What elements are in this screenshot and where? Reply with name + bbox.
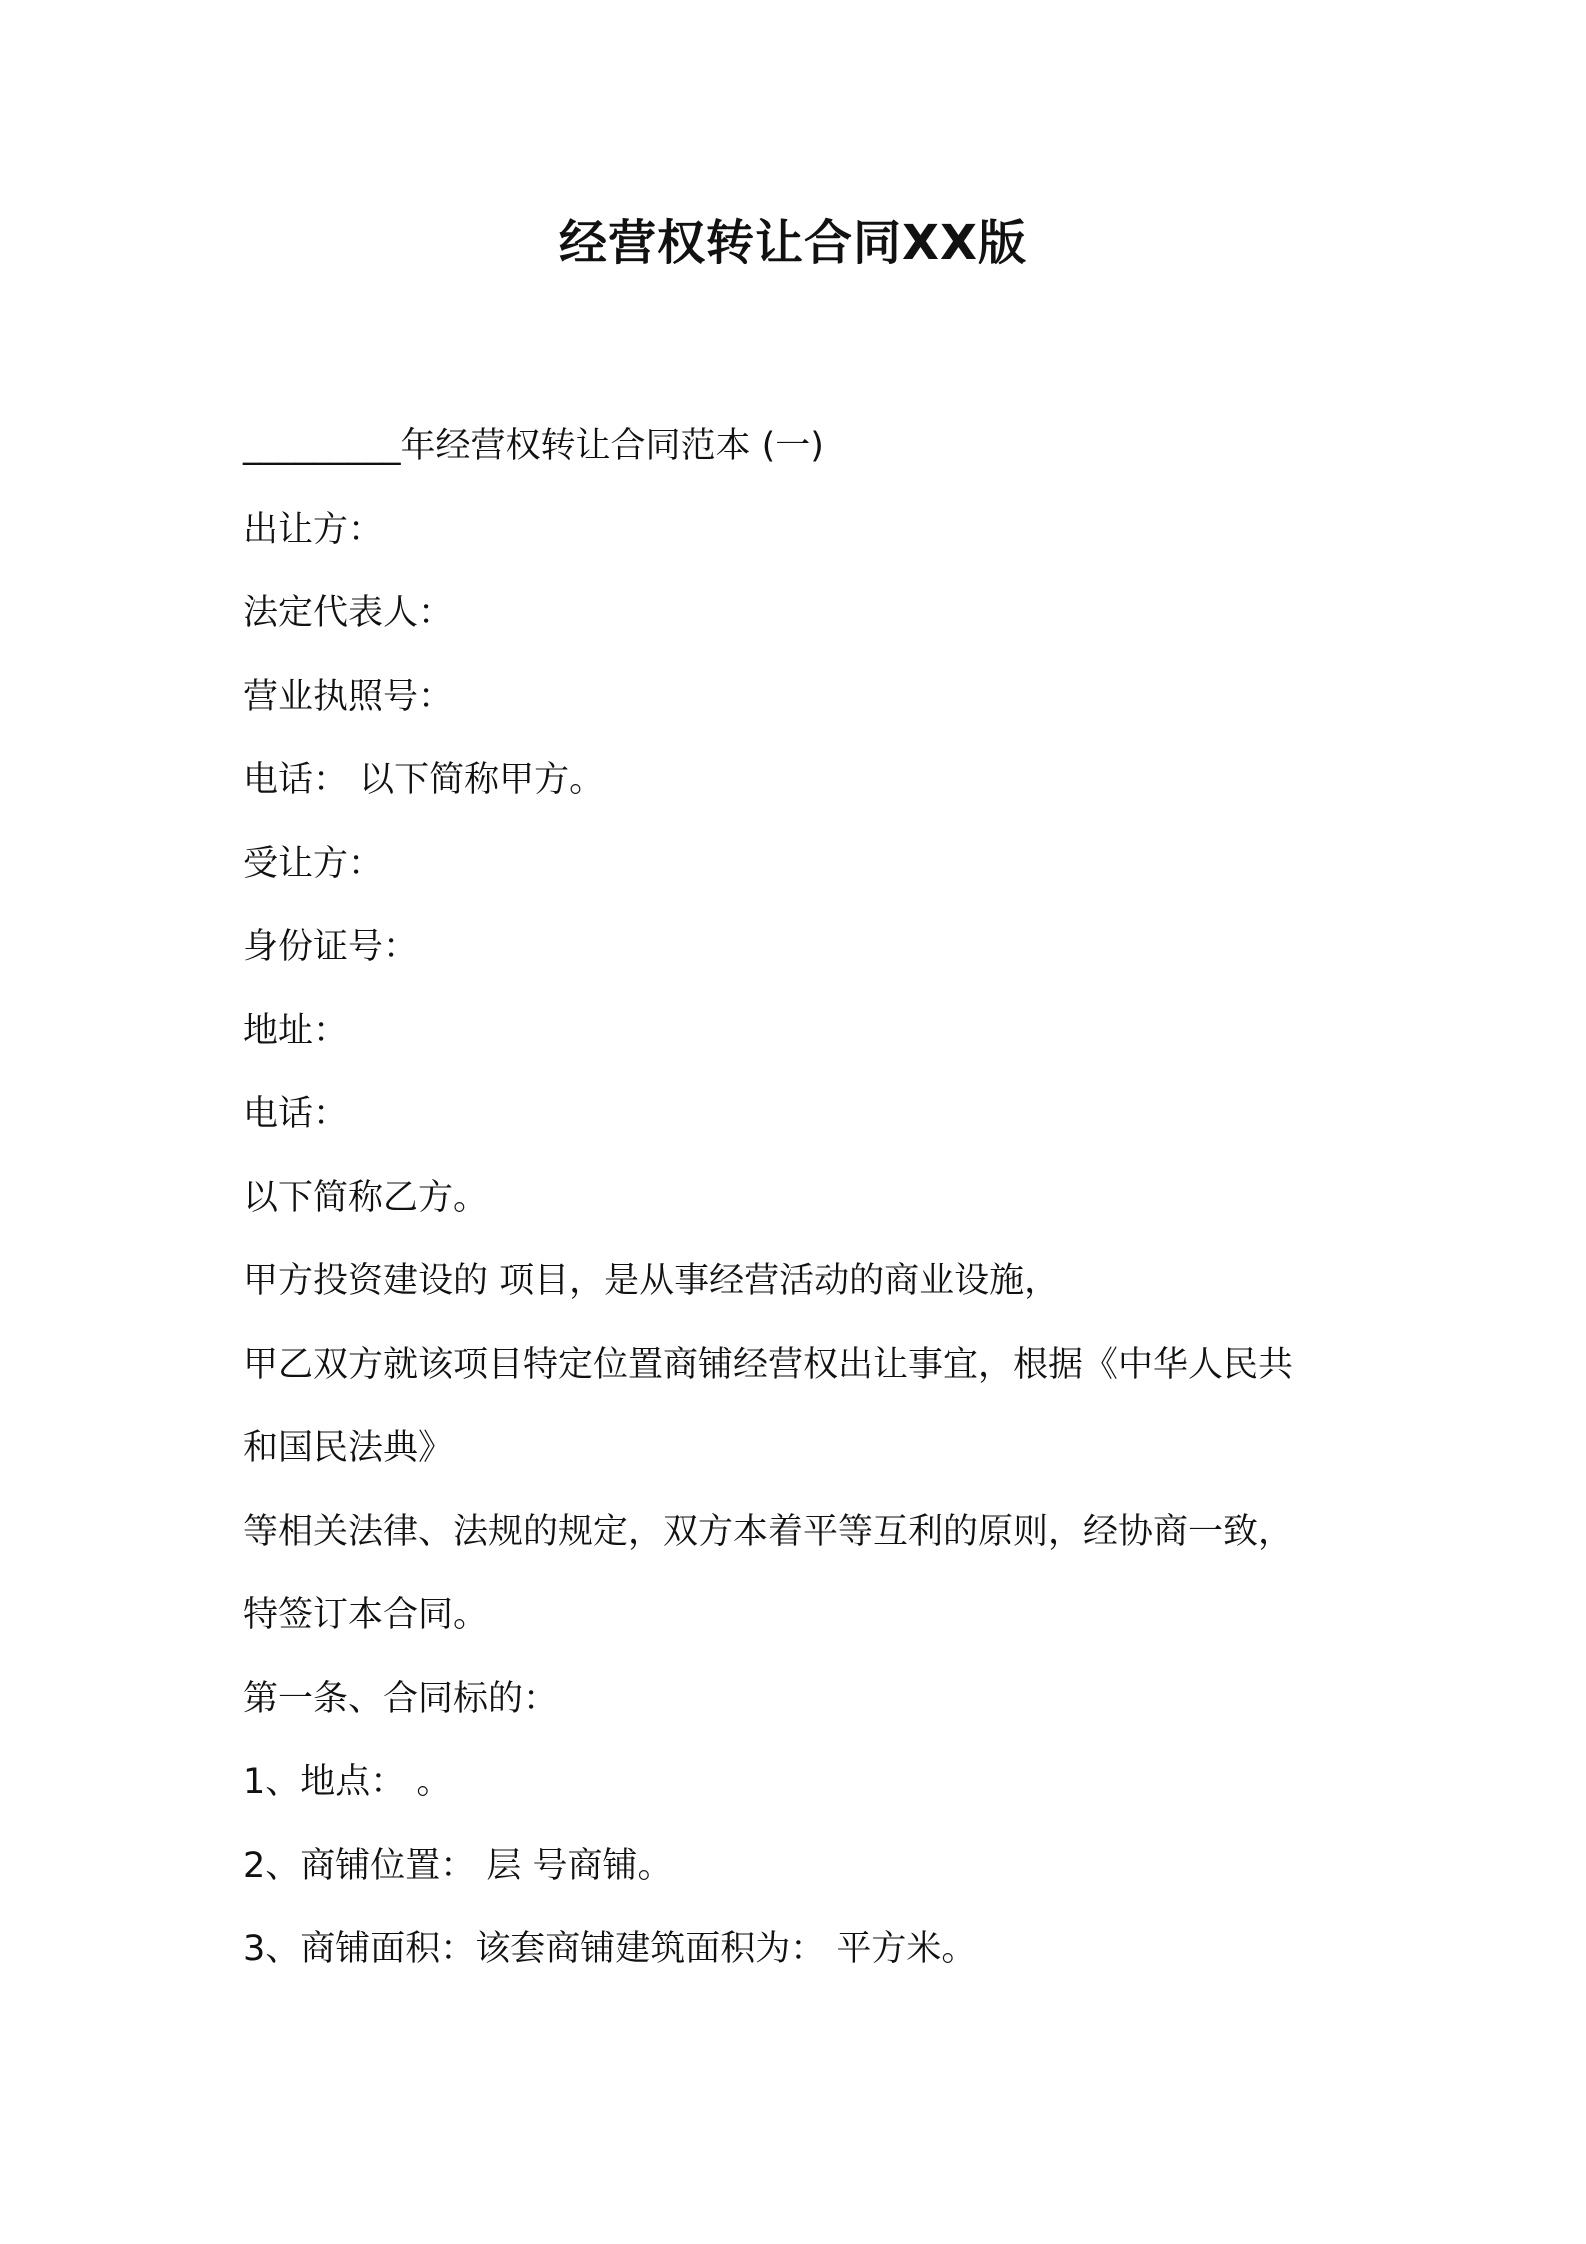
article-heading: 第一条、合同标的： bbox=[243, 1678, 559, 1719]
party-b-phone-line: 电话： bbox=[243, 1094, 349, 1134]
transferee-line: 受让方： bbox=[243, 843, 384, 884]
legal-representative-line: 法定代表人： bbox=[243, 593, 454, 633]
document-title: 经营权转让合同XX版 bbox=[558, 215, 1028, 271]
clause-shop-area: 3、商铺面积：该套商铺建筑面积为： 平方米。 bbox=[243, 1929, 977, 1969]
paragraph-line: 甲乙双方就该项目特定位置商铺经营权出让事宜，根据《中华人民共 bbox=[243, 1344, 1294, 1385]
id-number-line: 身份证号： bbox=[243, 927, 419, 967]
document-body bbox=[243, 405, 1403, 1992]
address-line: 地址： bbox=[243, 1010, 349, 1051]
clause-location: 1、地点： 。 bbox=[243, 1762, 452, 1802]
subtitle-line: _________年经营权转让合同范本 (一) bbox=[243, 426, 824, 466]
paragraph-line: 甲方投资建设的 项目，是从事经营活动的商业设施， bbox=[243, 1261, 1060, 1301]
paragraph-line: 和国民法典》 bbox=[243, 1428, 454, 1468]
party-a-phone-line: 电话： 以下简称甲方。 bbox=[243, 760, 605, 800]
clause-shop-position: 2、商铺位置： 层 号商铺。 bbox=[243, 1845, 673, 1886]
business-license-line: 营业执照号： bbox=[243, 676, 454, 717]
paragraph-line: 等相关法律、法规的规定，双方本着平等互利的原则，经协商一致， bbox=[243, 1511, 1294, 1552]
paragraph-line: 特签订本合同。 bbox=[243, 1595, 489, 1635]
party-b-alias-line: 以下简称乙方。 bbox=[243, 1177, 489, 1218]
transferor-line: 出让方： bbox=[243, 509, 384, 550]
